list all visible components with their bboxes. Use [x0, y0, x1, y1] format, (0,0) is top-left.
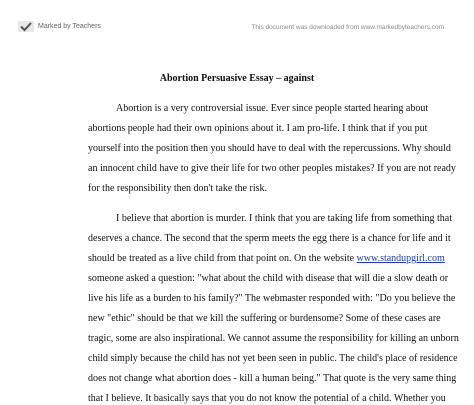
text-line: does not change what abortion does - kill a human being." That quote is the very same thing — [88, 373, 457, 384]
text-segment: should be treated as a live child from that point on. On the website — [88, 253, 357, 264]
text-line: child simply because the child has not yet been seen in public. The child's place of residence — [88, 353, 458, 364]
text-line: live his life as a burden to his family?" The webmaster responded with: "Do you believe the — [88, 293, 456, 304]
text-line: I believe that abortion is murder. I think that you are taking life from something that — [116, 213, 453, 224]
text-line: Abortion is a very controversial issue. Ever since people started hearing about — [116, 103, 429, 114]
text-line: new "ethic" should be that we kill the suffering or burdensome? Some of these cases are — [88, 313, 441, 324]
text-line: yourself into the position then you should have to deal with the repercussions. Why should — [88, 143, 451, 154]
text-line: someone asked a question: "what about the child with disease that will die a slow death or — [88, 273, 449, 284]
document-title: Abortion Persuasive Essay – against — [159, 73, 315, 84]
website-link[interactable]: www.standupgirl.com — [356, 253, 445, 264]
text-line: an innocent child have to give their life for two other peoples mistakes? If you are not ready — [88, 163, 456, 174]
brand-name: Marked by Teachers — [38, 23, 101, 30]
download-notice: This document was downloaded from www.markedbyteachers.com — [251, 24, 444, 31]
text-line-with-link — [88, 254, 445, 264]
text-line: for the responsibility then don't take the risk. — [88, 183, 267, 194]
text-line: deserves a chance. The second that the sperm meets the egg there is a chance for life and it — [88, 233, 451, 244]
text-line: tragic, some are also inspirational. We cannot assume the responsibility for killing an unborn — [88, 333, 459, 344]
brand-logo[interactable] — [18, 21, 101, 32]
checkmark-logo-icon — [18, 21, 34, 32]
text-line: that I believe. It basically says that you do not know the potential of a child. Whether you — [88, 393, 446, 404]
page-header — [0, 0, 474, 44]
text-line: abortions people had their own opinions about it. I am pro-life. I think that if you put — [88, 123, 428, 134]
